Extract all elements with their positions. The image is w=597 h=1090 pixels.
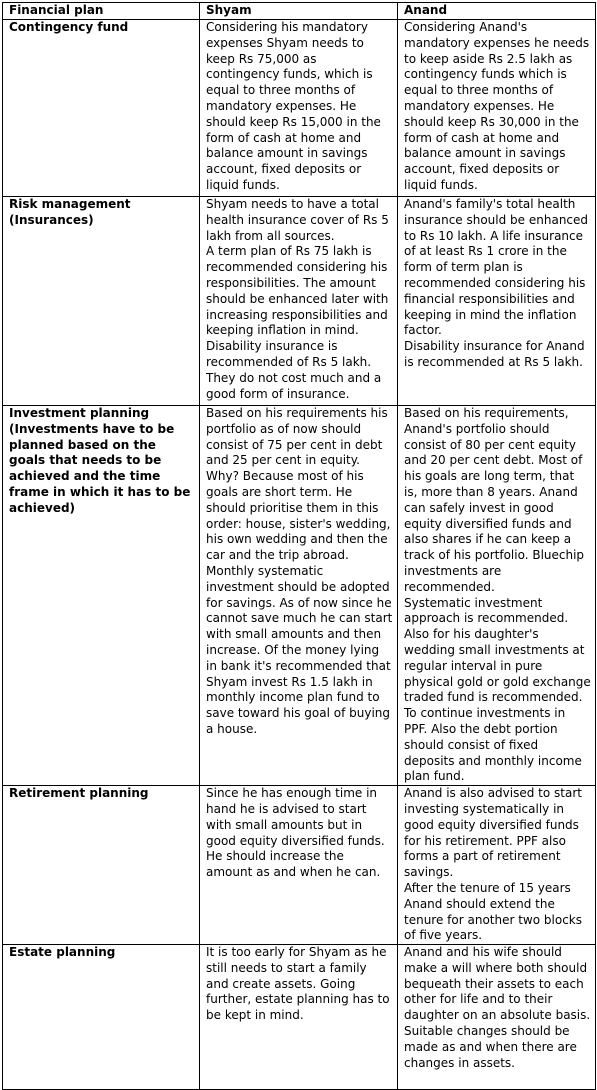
table-row: [3, 786, 596, 945]
shyam-paragraph: Since he has enough time in hand he is advised to start with small amounts but in good equity diversified funds. He should increase the amount as and when he can.: [206, 786, 385, 880]
header-financial-plan: Financial plan: [3, 3, 200, 20]
shyam-paragraph: Shyam needs to have a total health insurance cover of Rs 5 lakh from all sources.: [206, 197, 389, 243]
plan-label: Risk management (Insurances): [9, 197, 131, 227]
shyam-cell: [200, 945, 398, 1090]
shyam-paragraph: Disability insurance is recommended of Rs 5 lakh.: [206, 339, 372, 369]
header-anand: Anand: [398, 3, 596, 20]
table-row: [3, 197, 596, 406]
financial-plan-table: [2, 2, 596, 1090]
shyam-cell: [200, 406, 398, 786]
anand-paragraph: Disability insurance for Anand is recommended at Rs 5 lakh.: [404, 339, 585, 369]
plan-label: Contingency fund: [9, 20, 129, 34]
anand-cell: [398, 786, 596, 945]
plan-cell: [3, 197, 200, 406]
header-shyam: Shyam: [200, 3, 398, 20]
table-row: [3, 945, 596, 1090]
shyam-paragraph: Considering his mandatory expenses Shyam needs to keep Rs 75,000 as contingency funds, which is equal to three months of mandatory expenses. He should keep Rs 15,000 in the form of cash at home and balance amount in savings account, fixed deposits or liquid funds.: [206, 20, 381, 192]
anand-paragraph: Anand's family's total health insurance should be enhanced to Rs 10 lakh. A life insurance of at least Rs 1 crore in the form of term plan is recommended considering his financial responsibilities and keeping in mind the inflation factor.: [404, 197, 589, 338]
plan-cell: [3, 406, 200, 786]
anand-paragraph: Anand is also advised to start investing systematically in good equity diversified funds for his retirement. PPF also forms a part of retirement savings.: [404, 786, 582, 880]
anand-cell: [398, 945, 596, 1090]
shyam-paragraph: They do not cost much and a good form of insurance.: [206, 370, 382, 401]
plan-label: Investment planning (Investments have to be planned based on the goals that needs to be achieved and the time frame in which it has to be achieved): [9, 406, 191, 515]
anand-paragraph: After the tenure of 15 years Anand should extend the tenure for another two blocks of five years.: [404, 880, 582, 943]
anand-paragraph: Systematic investment approach is recommended.: [404, 595, 569, 626]
anand-paragraph: Considering Anand's mandatory expenses he needs to keep aside Rs 2.5 lakh as contingency funds which is equal to three months of mandatory expenses. He should keep Rs 30,000 in the form of cash at home and balance amount in savings account, fixed deposits or liquid funds.: [404, 20, 590, 192]
plan-cell: [3, 20, 200, 197]
header-row: [3, 3, 596, 20]
table-row: [3, 20, 596, 197]
anand-cell: [398, 406, 596, 786]
shyam-paragraph: Based on his requirements his portfolio as of now should consist of 75 per cent in debt and 25 per cent in equity. Why? Because most of his goals are short term. He should prioritise them in this order: house, sister's wedding, his own wedding and then the car and the trip abroad. Monthly systematic investment should be adopted for savings. As of now since he cannot save much he can start with small amounts and then increase. Of the money lying in bank it's recommended that Shyam invest Rs 1.5 lakh in monthly income plan fund to save toward his goal of buying a house.: [206, 406, 393, 736]
anand-paragraph: Based on his requirements, Anand's portfolio should consist of 80 per cent equity and 20 per cent debt. Most of his goals are long term, that is, more than 8 years. Anand can safely invest in good equity diversified funds and also shares if he can keep a track of his portfolio. Bluechip investments are recommended.: [404, 406, 585, 594]
anand-paragraph: Suitable changes should be made as and when there are changes in assets.: [404, 1024, 577, 1070]
anand-cell: [398, 197, 596, 406]
plan-label: Retirement planning: [9, 786, 149, 801]
anand-paragraph: Also for his daughter's wedding small investments at regular interval in pure physical gold or gold exchange traded fund is recommended. To continue investments in PPF. Also the debt portion should consist of fixed deposits and monthly income plan fund.: [404, 627, 591, 784]
plan-cell: [3, 786, 200, 945]
anand-paragraph: Anand and his wife should make a will where both should bequeath their assets to each other for life and to their daughter on an absolute basis.: [404, 945, 591, 1023]
shyam-cell: [200, 786, 398, 945]
plan-cell: [3, 945, 200, 1090]
plan-label: Estate planning: [9, 945, 116, 960]
table-row: [3, 406, 596, 786]
shyam-paragraph: It is too early for Shyam as he still needs to start a family and create assets. Going further, estate planning has to be kept in mind.: [206, 945, 390, 1023]
shyam-cell: [200, 20, 398, 197]
anand-cell: [398, 20, 596, 197]
shyam-paragraph: A term plan of Rs 75 lakh is recommended considering his responsibilities. The amount should be enhanced later with increasing responsibilities and keeping inflation in mind.: [206, 244, 389, 338]
shyam-cell: [200, 197, 398, 406]
